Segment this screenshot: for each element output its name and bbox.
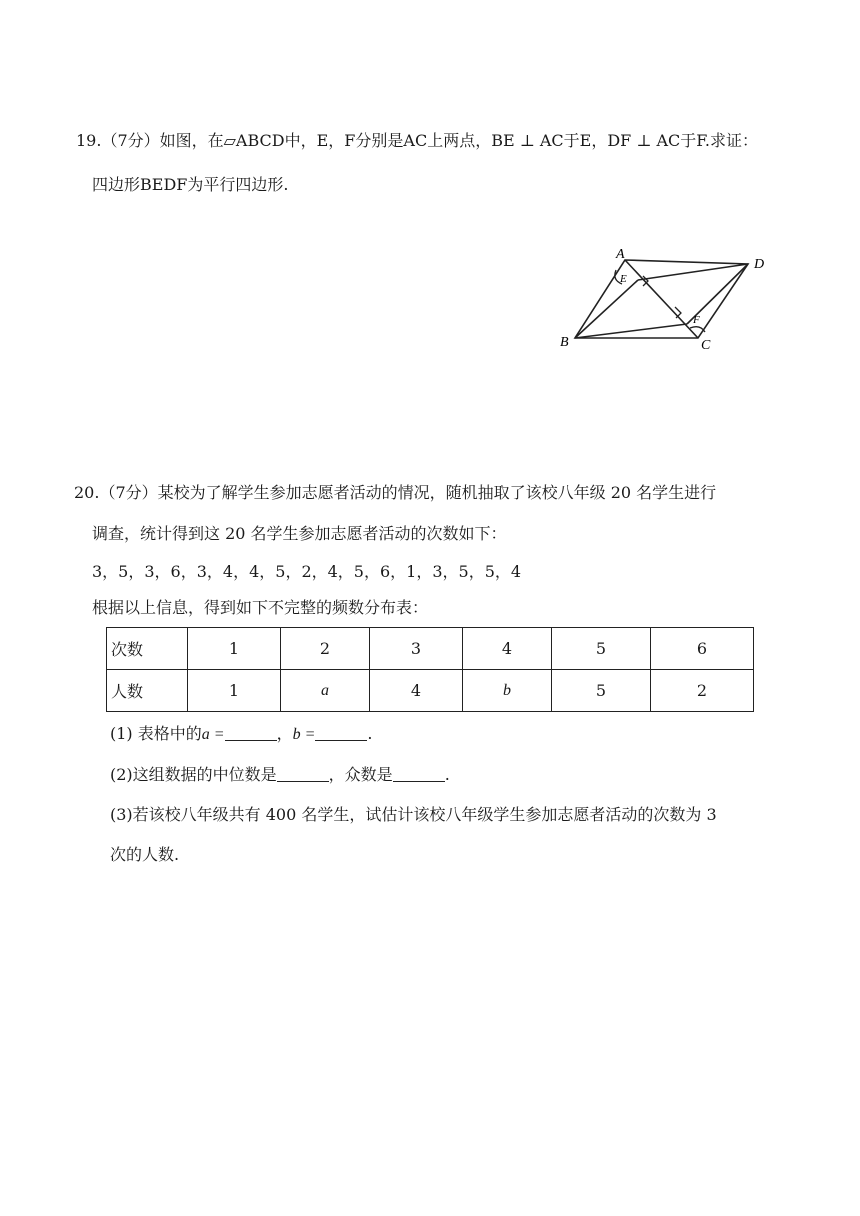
q19-line1: 19.（7分）如图，在▱ABCD中，E，F分别是AC上两点，BE ⊥ AC于E，DF ⊥ AC于F.求证： <box>76 131 758 150</box>
q20-sub3-line2: 次的人数. <box>110 845 180 864</box>
table-cell: 2 <box>651 670 754 712</box>
table-cell: 5 <box>552 628 651 670</box>
table-cell: 1 <box>188 628 281 670</box>
label-a: A <box>616 247 625 262</box>
q20-line2: 调查，统计得到这 20 名学生参加志愿者活动的次数如下： <box>92 524 507 543</box>
table-cell: 1 <box>188 670 281 712</box>
answer-blank-b[interactable] <box>315 726 367 741</box>
table-cell: b <box>463 670 552 712</box>
answer-blank-mode[interactable] <box>393 767 445 782</box>
q20-sub3-line1: (3)若该校八年级共有 400 名学生，试估计该校八年级学生参加志愿者活动的次数为 3 <box>110 805 717 824</box>
table-cell: 3 <box>370 628 463 670</box>
label-c: C <box>701 338 711 353</box>
diagonal-ac <box>625 260 698 338</box>
label-b: B <box>560 335 569 350</box>
table-cell: 2 <box>281 628 370 670</box>
q20-sub2 <box>110 765 450 785</box>
table-row-header: 次数 <box>107 628 188 670</box>
table-cell: a <box>281 670 370 712</box>
q20-sub1 <box>110 724 372 745</box>
table-row-header: 人数 <box>107 670 188 712</box>
sub1-a-label: a = <box>201 726 225 743</box>
q20-data-line: 3，5，3，6，3，4，4，5，2，4，5，6，1，3，5，5，4 <box>92 562 522 581</box>
table-cell: 4 <box>463 628 552 670</box>
frequency-table <box>106 627 754 712</box>
q20-line3: 根据以上信息，得到如下不完整的频数分布表： <box>92 598 429 617</box>
sub1-end: . <box>367 724 373 743</box>
parallelogram-figure <box>550 240 780 355</box>
label-e: E <box>620 273 627 285</box>
sub1-prefix: (1) 表格中的 <box>110 724 202 743</box>
segment-de <box>638 264 748 280</box>
sub2-mid: ，众数是 <box>328 765 393 784</box>
right-angle-mark-f <box>675 307 681 318</box>
label-d: D <box>754 257 765 272</box>
segment-bf <box>575 324 687 338</box>
table-cell: 4 <box>370 670 463 712</box>
sub1-b-label: b = <box>292 726 316 743</box>
sub1-separator: ， <box>276 724 293 743</box>
answer-blank-median[interactable] <box>277 767 329 782</box>
table-row <box>107 670 754 712</box>
q19-line2: 四边形BEDF为平行四边形. <box>92 175 289 194</box>
table-cell: 6 <box>651 628 754 670</box>
label-f: F <box>693 314 700 326</box>
sub2-prefix: (2)这组数据的中位数是 <box>110 765 277 784</box>
sub2-end: . <box>444 765 450 784</box>
table-row <box>107 628 754 670</box>
table-cell: 5 <box>552 670 651 712</box>
q20-line1: 20.（7分）某校为了解学生参加志愿者活动的情况，随机抽取了该校八年级 20 名学生进行 <box>74 483 717 502</box>
answer-blank-a[interactable] <box>225 726 277 741</box>
